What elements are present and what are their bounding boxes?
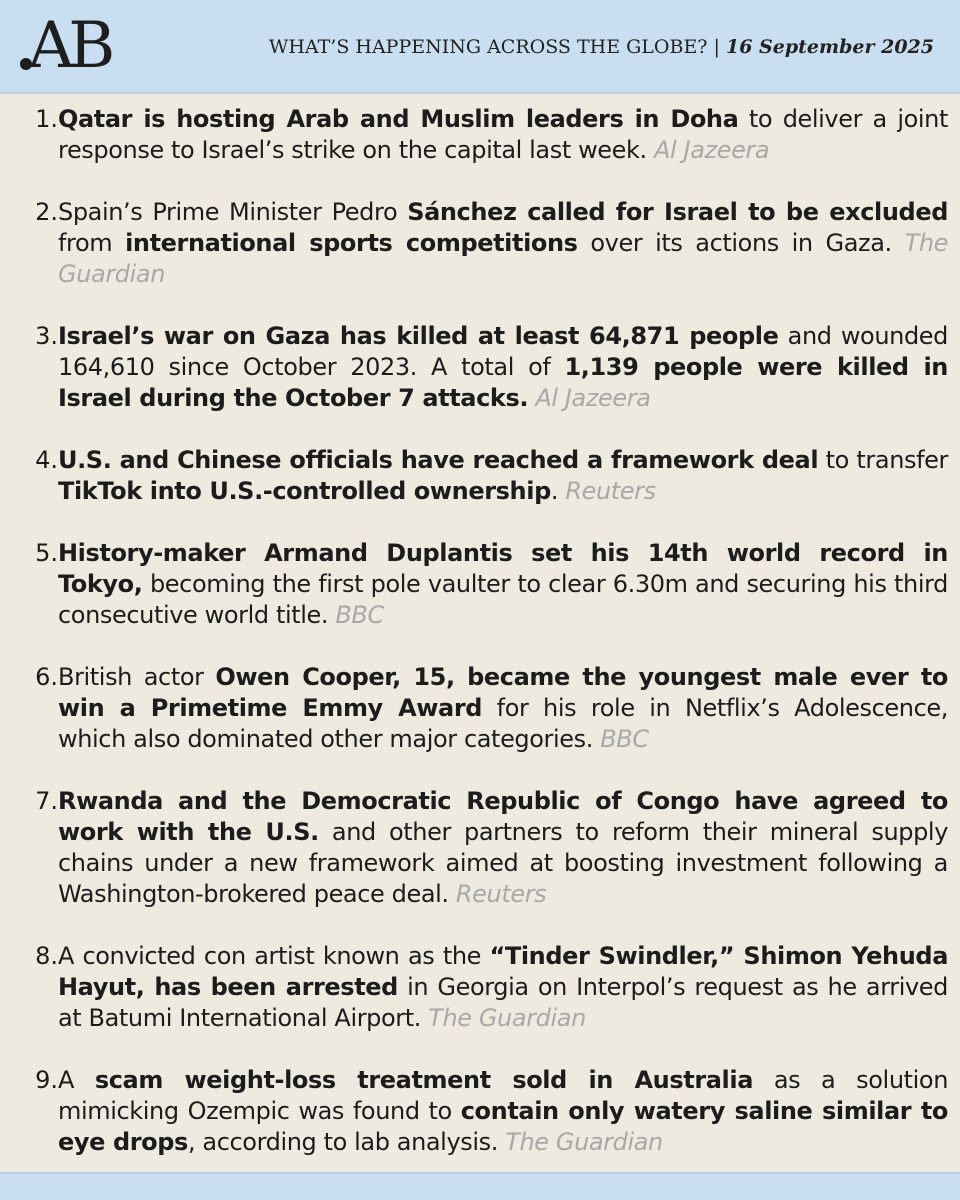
news-item-number: 4. — [35, 446, 58, 474]
news-source: BBC — [600, 725, 649, 753]
headline-date: 16 September 2025 — [726, 36, 934, 58]
headline-title: WHAT’S HAPPENING ACROSS THE GLOBE? | — [268, 36, 720, 58]
news-source: The Guardian — [428, 1004, 586, 1032]
news-highlight: “Tinder Swindler,” Shimon Yehuda Hayut, has been arrested — [58, 942, 948, 1001]
news-text: British actor — [58, 663, 216, 691]
page-title — [269, 36, 934, 58]
logo-text: AB — [28, 9, 110, 83]
news-list — [22, 104, 948, 1189]
news-highlight: Owen Cooper, 15, became the youngest male ever to win a Primetime Emmy Award — [58, 663, 948, 722]
news-item-text — [58, 786, 948, 910]
news-text: in Georgia on Interpol’s request as he arrived at Batumi International Airport. — [58, 973, 949, 1032]
news-item — [22, 662, 948, 755]
news-text: and wounded 164,610 since October 2023. A total of — [58, 322, 948, 381]
news-text: from — [58, 229, 126, 257]
news-item-number: 3. — [35, 322, 58, 350]
news-highlight: international sports competitions — [125, 229, 578, 257]
news-text: to deliver a joint response to Israel’s strike on the capital last week. — [58, 105, 948, 164]
news-text: A convicted con artist known as the — [58, 942, 490, 970]
news-item-number: 9. — [35, 1066, 58, 1094]
news-item — [22, 321, 948, 414]
news-source: Al Jazeera — [654, 136, 770, 164]
news-text: Spain’s Prime Minister Pedro — [58, 198, 408, 226]
news-item-number: 2. — [35, 198, 58, 226]
news-item-text — [58, 104, 948, 166]
news-text: . — [550, 477, 566, 505]
news-text: becoming the first pole vaulter to clear 6.30m and securing his third consecutive world title. — [58, 570, 948, 629]
news-highlight: scam weight-loss treatment sold in Australia — [94, 1066, 754, 1094]
news-item-text — [58, 941, 948, 1034]
news-highlight: Israel’s war on Gaza has killed at least 64,871 people — [58, 322, 779, 350]
news-text: to transfer — [818, 446, 949, 474]
footer-bar — [0, 1172, 960, 1200]
news-item-text — [58, 445, 948, 507]
news-text: over its actions in Gaza. — [577, 229, 905, 257]
news-source: Al Jazeera — [535, 384, 651, 412]
news-item-text — [58, 197, 948, 290]
header-bar — [0, 0, 960, 94]
news-item-number: 8. — [35, 942, 58, 970]
news-item — [22, 941, 948, 1034]
news-item — [22, 445, 948, 507]
news-highlight: Sánchez called for Israel to be excluded — [407, 198, 948, 226]
news-item — [22, 1065, 948, 1158]
news-source: BBC — [335, 601, 384, 629]
news-source: Reuters — [455, 880, 547, 908]
news-highlight: 1,139 people were killed in Israel during the October 7 attacks. — [58, 353, 948, 412]
news-item-text — [58, 321, 948, 414]
news-item — [22, 538, 948, 631]
news-highlight: U.S. and Chinese officials have reached a framework deal — [58, 446, 819, 474]
news-highlight: contain only watery saline similar to eye drops — [58, 1097, 948, 1156]
news-item-number: 6. — [35, 663, 58, 691]
news-text: for his role in Netflix’s Adolescence, which also dominated other major categories. — [58, 694, 948, 753]
news-source: Reuters — [565, 477, 656, 505]
news-source: The Guardian — [505, 1128, 663, 1156]
news-text: as a solution mimicking Ozempic was found to — [58, 1066, 949, 1125]
news-item-text — [58, 662, 948, 755]
news-item-number: 7. — [35, 787, 58, 815]
news-text: A — [58, 1066, 95, 1094]
news-item — [22, 786, 948, 910]
news-highlight: History-maker Armand Duplantis set his 14th world record in Tokyo, — [58, 539, 948, 598]
news-source: The Guardian — [58, 229, 949, 288]
news-item — [22, 197, 948, 290]
news-item-text — [58, 538, 948, 631]
news-highlight: TikTok into U.S.-controlled ownership — [58, 477, 551, 505]
news-text: , according to lab analysis. — [187, 1128, 506, 1156]
news-item-number: 5. — [35, 539, 58, 567]
news-highlight: Rwanda and the Democratic Republic of Congo have agreed to work with the U.S. — [58, 787, 948, 846]
news-item-number: 1. — [35, 105, 58, 133]
news-highlight: Qatar is hosting Arab and Muslim leaders in Doha — [58, 105, 739, 133]
news-item-text — [58, 1065, 948, 1158]
news-text: and other partners to reform their mineral supply chains under a new framework aimed at boosting investment following a Washington-brokered peace deal. — [58, 818, 948, 908]
news-item — [22, 104, 948, 166]
